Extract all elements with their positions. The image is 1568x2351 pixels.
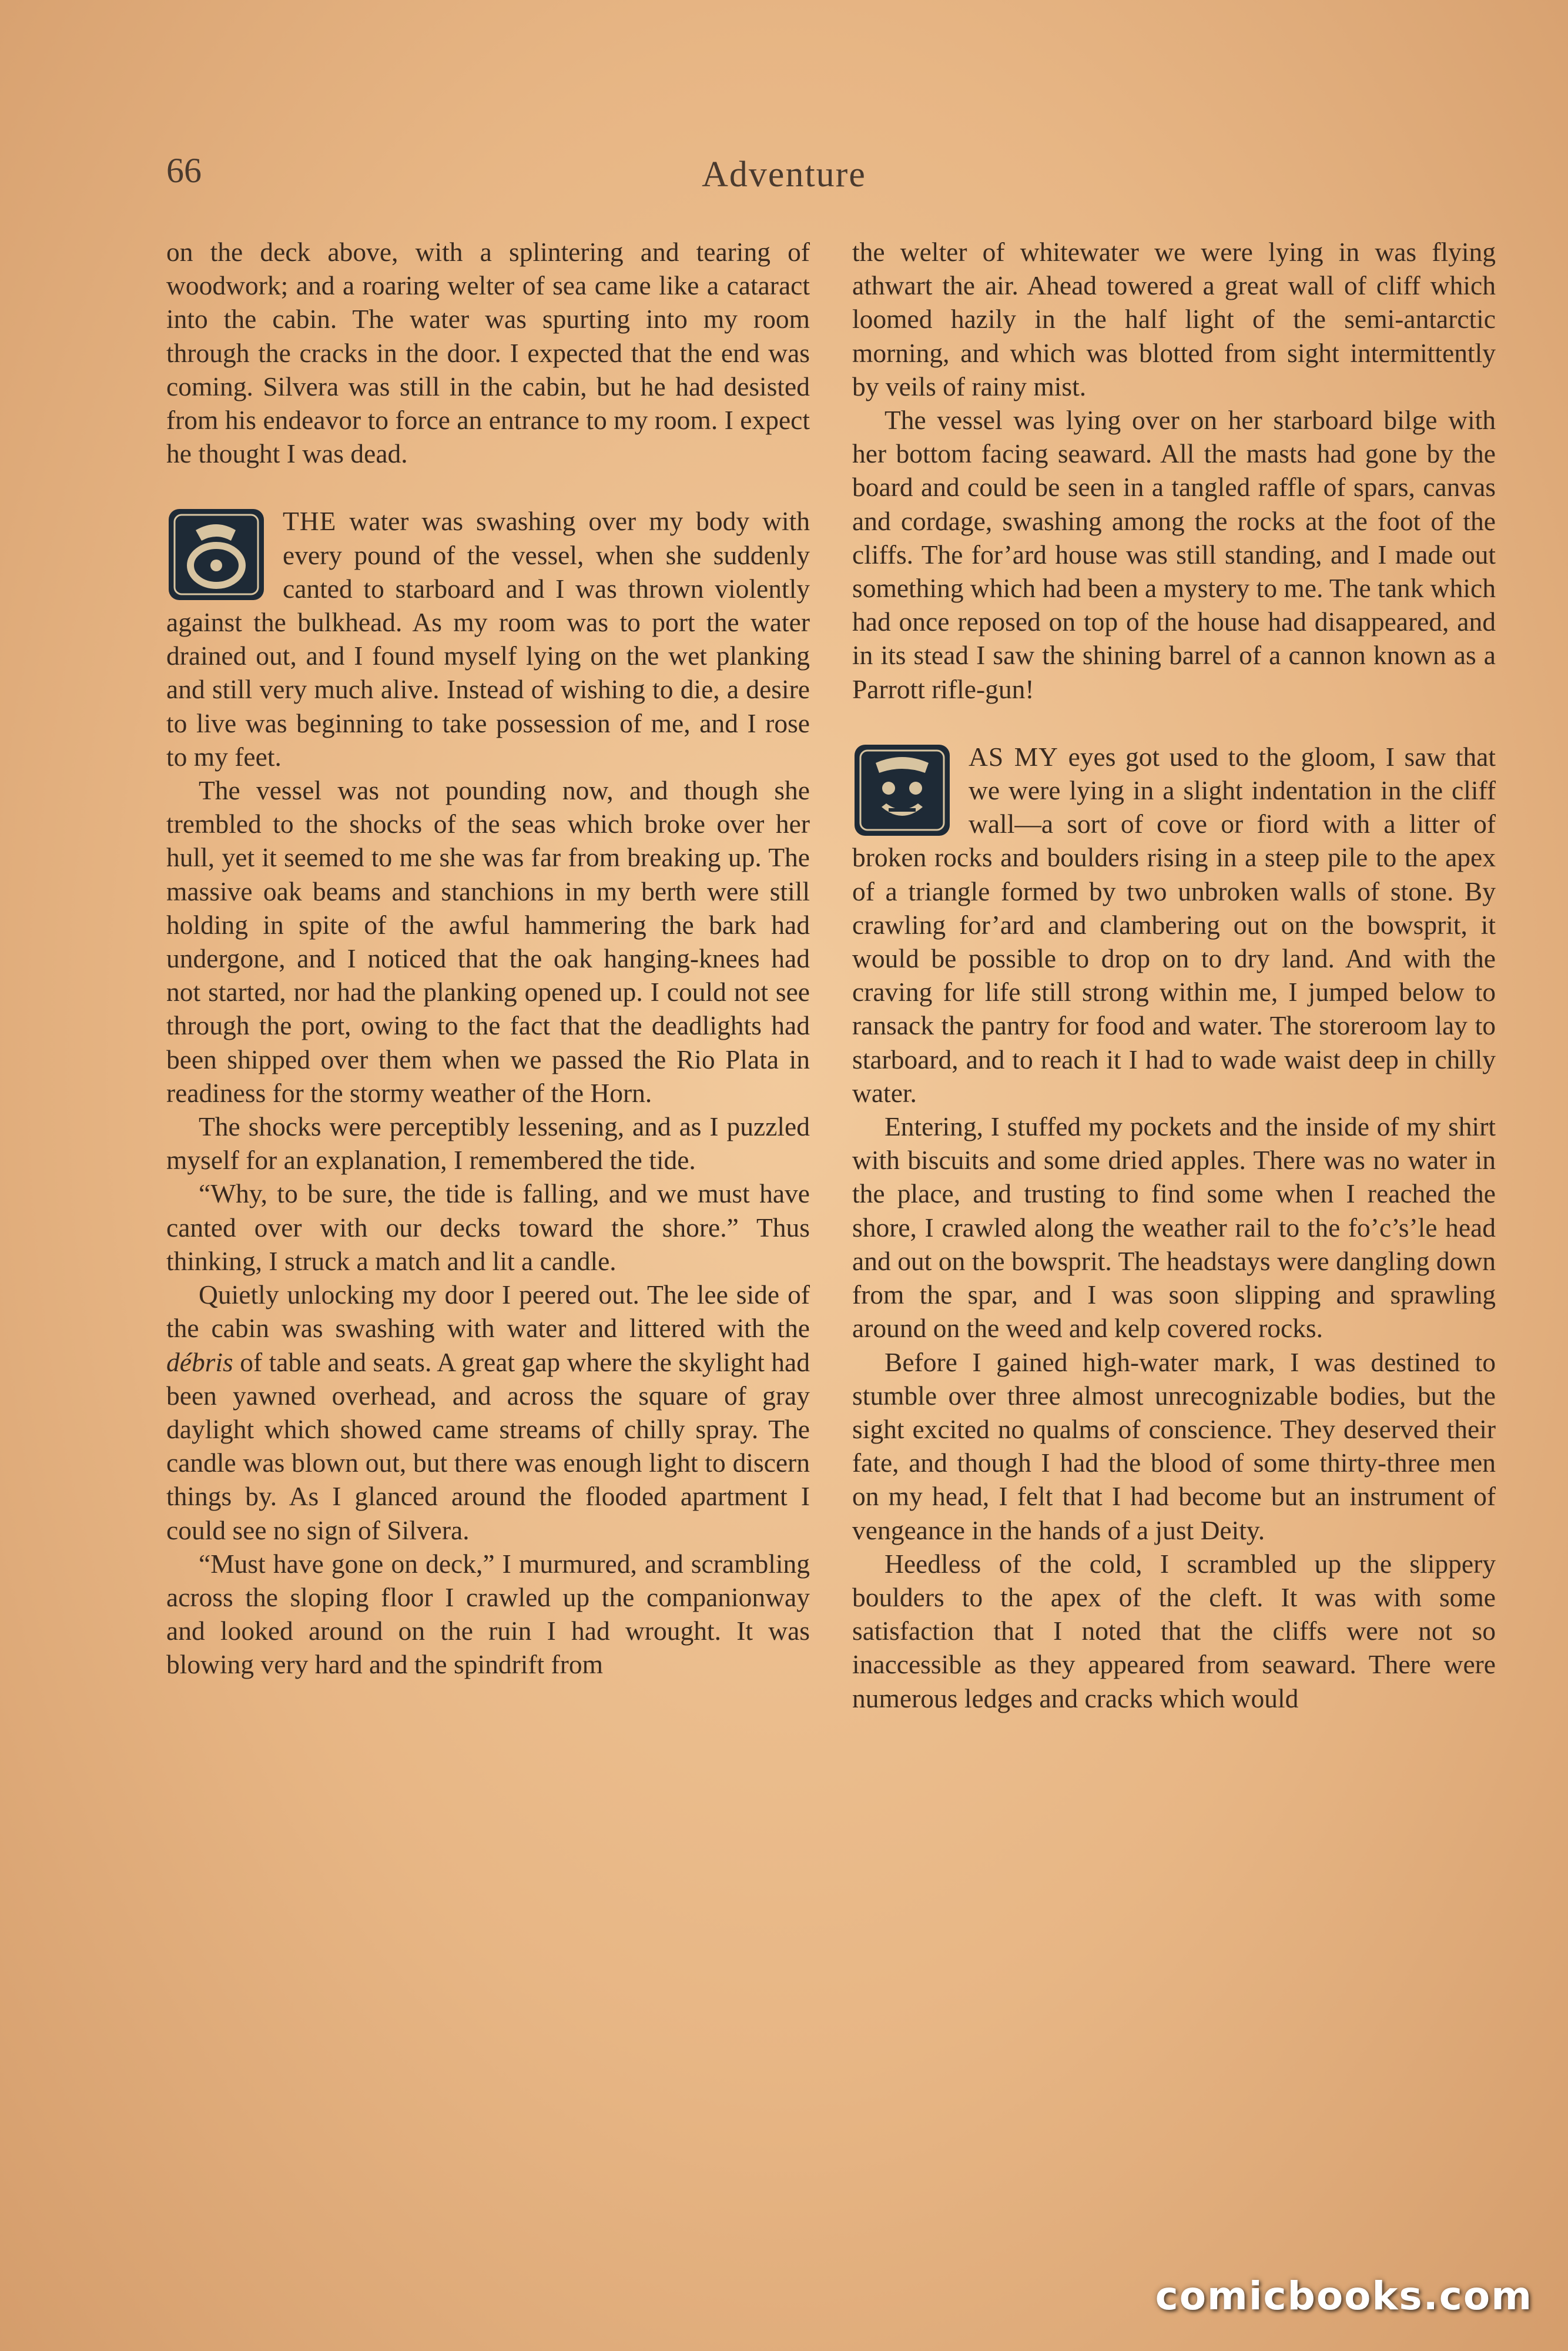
paragraph: “Must have gone on deck,” I murmured, and scrambling across the sloping floor I crawled up the companionway and looked around on the ruin I had wrought. It was blowing very hard and the spindrift from xyxy=(166,1548,810,1680)
paragraph-text: of table and seats. A great gap where the skylight had been yawned overhead, and across the square of gray daylight which showed came streams of chilly spray. The candle was blown out, but there was enough light to discern things by. As I glanced around the flooded apartment I could see no sign of Silvera. xyxy=(166,1347,810,1545)
paragraph: Entering, I stuffed my pockets and the inside of my shirt with biscuits and some dried apples. There was no water in the place, and trusting to find some when I reached the shore, I crawled along the weather rail to the fo’c’s’le head and out on the bowsprit. The headstays were dangling down from the spar, and I was soon slipping and sprawling around on the weed and kelp covered rocks. xyxy=(852,1111,1496,1344)
paragraph-text: eyes got used to the gloom, I saw that we were lying in a slight indentation in the cliff wall—a sort of cove or fiord with a litter of broken rocks and boulders rising in a steep pile to the apex of a triangle formed by two unbroken walls of stone. By crawling for’ard and clambering out on the bowsprit, it would be possible to drop on to dry land. And with the craving for life still strong within me, I jumped below to ransack the pantry for food and water. The storeroom lay to starboard, and to reach it I had to wade waist deep in chilly water. xyxy=(852,741,1496,1108)
paragraph-text: Quietly unlocking my door I peered out. The lee side of the cabin was swashing with water and littered with the xyxy=(166,1280,810,1344)
paragraph: the welter of whitewater we were lying in was flying athwart the air. Ahead towered a great wall of cliff which loomed hazily in the half light of the semi-antarctic morning, and which was blotted from sight intermittently by veils of rainy mist. xyxy=(852,237,1496,401)
paragraph: “Why, to be sure, the tide is falling, and we must have canted over with our decks toward the shore.” Thus thinking, I struck a match and lit a candle. xyxy=(166,1178,810,1276)
paragraph: on the deck above, with a splintering and tearing of woodwork; and a roaring welter of sea came like a cataract into the cabin. The water was spurting into my room through the cracks in the door. I expected that the end was coming. Silvera was still in the cabin, but he had desisted from his endeavor to force an entrance to my room. I expect he thought I was dead. xyxy=(166,237,810,469)
paragraph: Before I gained high-water mark, I was destined to stumble over three almost unrecognizable bodies, but the sight excited no qualms of conscience. They deserved their fate, and though I had the blood of some thirty-three men on my head, I felt that I had become but an instrument of vengeance in the hands of a just Deity. xyxy=(852,1347,1496,1545)
dropcap-mask-ornament-icon xyxy=(852,742,952,838)
paragraph xyxy=(852,740,1496,1110)
paragraph-text: water was swashing over my body with every pound of the vessel, when she suddenly canted to starboard and I was thrown violently against the bulkhead. As my room was to port the water drained out, and I found myself lying on the wet planking and still very much alive. Instead of wishing to die, a desire to live was beginning to take possession of me, and I rose to my feet. xyxy=(166,506,810,772)
dropcap-lead-words: AS MY xyxy=(969,741,1059,772)
paragraph: Heedless of the cold, I scrambled up the slippery boulders to the apex of the cleft. It was with some satisfaction that I noted that the cliffs were not so inaccessible as they appeared from seaward. There were numerous ledges and cracks which would xyxy=(852,1548,1496,1713)
right-column xyxy=(852,235,1496,1715)
paragraph: The vessel was lying over on her starboard bilge with her bottom facing seaward. All the masts had gone by the board and could be seen in a tangled raffle of spars, canvas and cordage, swashing among the rocks at the foot of the cliffs. The for’ard house was still standing, and I made out something which had been a mystery to me. The tank which had once reposed on top of the house had disappeared, and in its stead I saw the shining barrel of a cannon known as a Parrott rifle-gun! xyxy=(852,405,1496,704)
dropcap-ornament-icon xyxy=(166,507,266,602)
left-column xyxy=(166,235,810,1682)
dropcap-lead-words: THE xyxy=(283,506,337,537)
paragraph: The vessel was not pounding now, and though she trembled to the shocks of the seas which broke over her hull, yet it seemed to me she was far from breaking up. The massive oak beams and stanchions in my berth were still holding in spite of the awful hammering the bark had undergone, and I noticed that the oak hanging-knees had not started, nor had the planking opened up. I could not see through the port, owing to the fact that the deadlights had been shipped over them when we passed the Rio Plata in readiness for the stormy weather of the Horn. xyxy=(166,775,810,1108)
paragraph: The shocks were perceptibly lessening, and as I puzzled myself for an explanation, I remembered the tide. xyxy=(166,1111,810,1176)
paragraph xyxy=(166,504,810,773)
source-watermark: comicbooks.com xyxy=(1155,2273,1533,2319)
running-head: Adventure xyxy=(702,155,866,195)
italic-word: débris xyxy=(166,1347,233,1377)
page-number: 66 xyxy=(166,151,202,190)
paragraph xyxy=(166,1278,810,1547)
